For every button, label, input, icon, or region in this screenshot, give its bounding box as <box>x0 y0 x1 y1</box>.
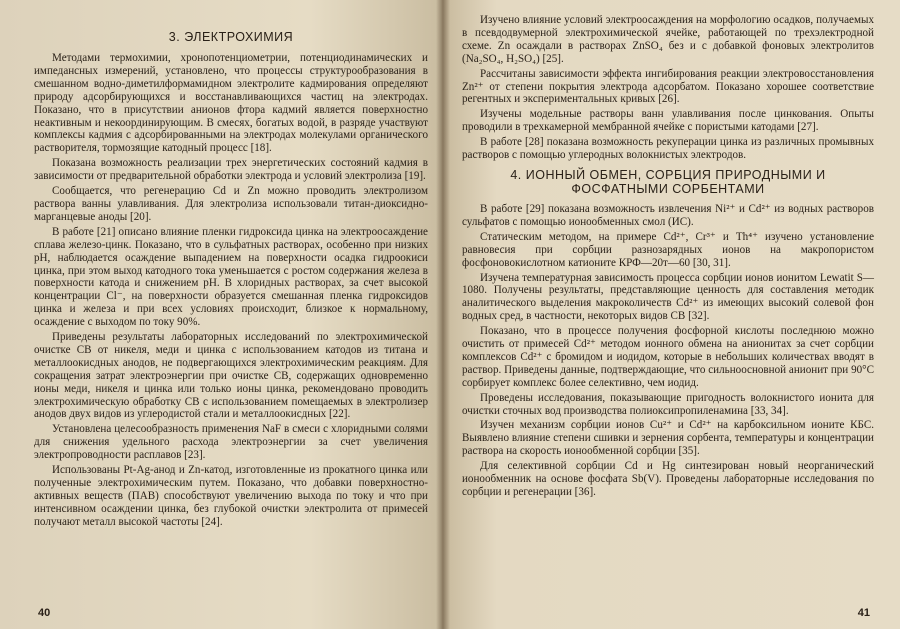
section-3-heading: 3. ЭЛЕКТРОХИМИЯ <box>168 30 294 44</box>
paragraph: Использованы Pt-Ag-анод и Zn-катод, изготовленные из прокатного цинка или полученные электрохимическим путем. Показано, что добавки поверхностно-активных веществ (ПАВ) способствуют увеличению выхода по току и что при интенсивном осаждении цинка, без глубокой очистки электролита от примесей получают металл высокой частоты [24]. <box>34 464 428 528</box>
paragraph: Для селективной сорбции Cd и Hg синтезирован новый неорганический ионообменник на основе фосфата Sb(V). Проведены лабораторные исследования по сорбции и регенерации [36]. <box>462 460 874 498</box>
paragraph: Показано, что в процессе получения фосфорной кислоты последнюю можно очистить от примесей Cd²⁺ методом ионного обмена на анионитах за счет сорбции комплексов Cd²⁺ с бромидом и иодидом, которые в небольших количествах вводят в раствор. Приведены данные, подтверждающие, что сильноосновной анионит при 90°С сорбирует комплекс более селективно, чем иодид. <box>462 325 874 389</box>
paragraph: В работе [21] описано влияние пленки гидроксида цинка на электроосаждение сплава железо-цинк. Показано, что в сульфатных растворах, особенно при низких pH, наблюдается осаждение выпадением на поверхности осадка гидроокиси цинка, при этом выход катодного тока уменьшается с ростом содержания железа в поверхности катода и снижением pH. В хлоридных растворах, за счет высокой концентрации Cl⁻, на поверхности образуется смешанная пленка гидроксидов цинка и железа и при всех условиях происходит, близкое к нормальному, осаждение с выходом по току 90%. <box>34 225 428 329</box>
paragraph: Изучен механизм сорбции ионов Cu²⁺ и Cd²⁺ на карбоксильном ионите КБС. Выявлено влияние степени сшивки и зернения сорбента, температуры и концентрации раствора на скорость ионообменной сорбции [35]. <box>462 419 874 458</box>
book-gutter <box>436 0 450 629</box>
paragraph: Изучено влияние условий электроосаждения на морфологию осадков, получаемых в псевдодвумерной электрохимической ячейке, работающей по трехэлектродной схеме. Zn осаждали в растворах ZnSO₄ без и с добавкой фоновых электролитов (Na₂SO₄, H₂SO₄) [25]. <box>462 14 874 65</box>
right-page-body-bottom <box>462 203 874 499</box>
paragraph: Проведены исследования, показывающие пригодность волокнистого ионита для очистки сточных вод производства полиоксипропиленамина [33, 34]. <box>462 391 874 417</box>
paragraph: Приведены результаты лабораторных исследований по электрохимической очистке СВ от никеля, меди и цинка с использованием катодов из титана и металлоокисдных анодов, не подвергающихся электрохимическим реакциям. Для сокращения затрат электроэнергии при очистке СВ, содержащих одновременно ионы меди, никеля и цинка или только ионы цинка, рекомендовано проводить электрохимическую обработку СВ с использованием помещаемых в электролизер анодов двух видов из углеродистой стали и металлоокисдных [22]. <box>34 331 428 421</box>
page-number-right: 41 <box>857 607 870 619</box>
paragraph: Методами термохимии, хронопотенциометрии, потенциодинамических и импедансных измерений, установлено, что процессы структурообразования в смешанном водно-диметилформамидном электролите кадмирования определяют природу адсорбирующихся и восстанавливающихся частиц на электродах. Показано, что в присутствии анионов фтора кадмий является поверхностно неактивным и некоординирующим. В смесях, богатых водой, в разряде участвуют комплексы кадмия с адсорбированными на электродах молекулами органического растворителя, тормозящие катодный процесс [18]. <box>34 52 428 155</box>
right-page <box>442 0 900 629</box>
left-page <box>0 0 442 629</box>
paragraph: В работе [28] показана возможность рекуперации цинка из различных промывных растворов с помощью углеродных волокнистых электродов. <box>462 136 874 162</box>
page-number-left: 40 <box>38 607 51 619</box>
paragraph: Изучены модельные растворы ванн улавливания после цинкования. Опыты проводили в трехкамерной мембранной ячейке с пористыми катодами [27]. <box>462 108 874 134</box>
left-page-body <box>34 52 428 529</box>
section-4-heading: 4. ИОННЫЙ ОБМЕН, СОРБЦИЯ ПРИРОДНЫМИ И ФОСФАТНЫМИ СОРБЕНТАМИ <box>510 167 826 196</box>
paragraph: Сообщается, что регенерацию Cd и Zn можно проводить электролизом раствора ванны улавливания. Для электролиза использовали титан-диоксидно-марганцевые аноды [20]. <box>34 185 428 223</box>
paragraph: Установлена целесообразность применения NaF в смеси с хлоридными солями для снижения удельного расхода электроэнергии за счет увеличения электропроводности расплавов [23]. <box>34 423 428 462</box>
paragraph: Изучена температурная зависимость процесса сорбции ионов ионитом Lewatit S—1080. Получены результаты, представляющие ценность для составления методик аналитического выделения макроколичеств Cd²⁺ из имеющих высокий солевой фон водных сред, в частности, некоторых видов СВ [32]. <box>462 271 874 323</box>
paragraph: В работе [29] показана возможность извлечения Ni²⁺ и Cd²⁺ из водных растворов сульфатов с помощью ионообменных смол (ИС). <box>462 202 874 228</box>
paragraph: Рассчитаны зависимости эффекта ингибирования реакции электровосстановления Zn²⁺ от степени покрытия электрода адсорбатом. Показано хорошее соответствие регентных и экспериментальных кривых [26]. <box>462 67 874 106</box>
paragraph: Статическим методом, на примере Cd²⁺, Cr³⁺ и Th⁴⁺ изучено установление равновесия при сорбции разнозарядных ионов на макропористом фосфоновокислотном катионите КРФ—20т—60 [30, 31]. <box>462 230 874 269</box>
right-page-body-top <box>462 14 874 162</box>
paragraph: Показана возможность реализации трех энергетических состояний кадмия в зависимости от предварительной обработки электрода и условий электролиза [19]. <box>34 157 428 183</box>
